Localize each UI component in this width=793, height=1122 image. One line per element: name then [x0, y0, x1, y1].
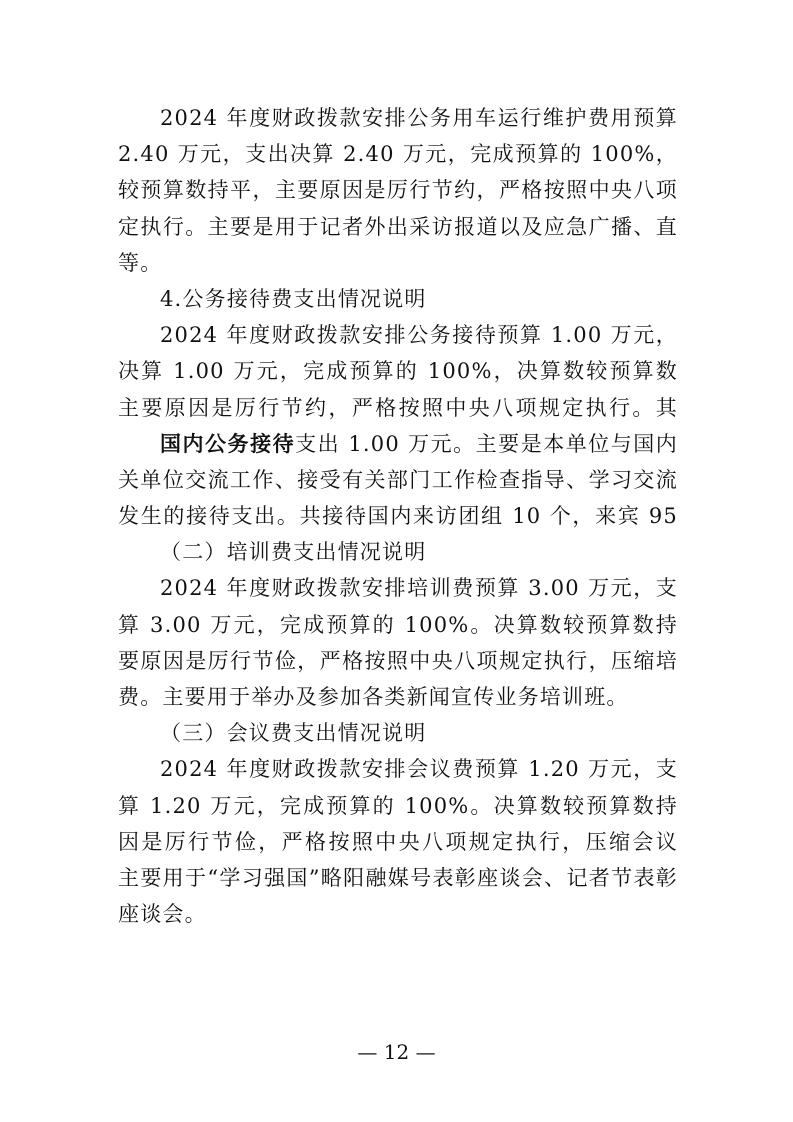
page-number: — 12 —: [357, 1040, 436, 1064]
paragraph-2-line-2: 决算 1.00 万元，完成预算的 100%，决算数较预算数: [118, 359, 678, 384]
paragraph-3-line-1-rest: 支出 1.00 万元。主要是本单位与国内: [295, 431, 678, 456]
paragraph-1-line-4: 定执行。主要是用于记者外出采访报道以及应急广播、直: [118, 214, 678, 239]
paragraph-5-line-4: 主要用于“学习强国”略阳融媒号表彰座谈会、记者节表彰: [118, 865, 678, 890]
paragraph-5-line-2: 算 1.20 万元，完成预算的 100%。决算数较预算数持: [118, 793, 678, 818]
paragraph-4-line-1: 2024 年度财政拨款安排培训费预算 3.00 万元，支: [160, 576, 678, 601]
paragraph-2-line-3: 主要原因是厉行节约，严格按照中央八项规定执行。其: [118, 395, 678, 420]
section-heading-4: 4.公务接待费支出情况说明: [160, 286, 427, 311]
bold-lead-domestic-reception: 国内公务接待: [160, 431, 296, 456]
paragraph-1-line-5: 等。: [118, 250, 163, 275]
paragraph-3-line-3: 发生的接待支出。共接待国内来访团组 10 个，来宾 95: [118, 504, 678, 529]
paragraph-3-line-1: [118, 426, 678, 462]
section-heading-training: （二）培训费支出情况说明: [160, 540, 427, 565]
paragraph-1-line-2: 2.40 万元，支出决算 2.40 万元，完成预算的 100%，: [118, 142, 678, 167]
paragraph-4-line-4: 费。主要用于举办及参加各类新闻宣传业务培训班。: [118, 685, 629, 709]
paragraph-4-line-3: 要原因是厉行节俭，严格按照中央八项规定执行，压缩培: [118, 648, 678, 673]
paragraph-1-line-3: 较预算数持平，主要原因是厉行节约，严格按照中央八项: [118, 178, 678, 203]
document-body: [118, 100, 678, 932]
paragraph-5-line-5: 座谈会。: [118, 902, 207, 927]
section-heading-meeting: （三）会议费支出情况说明: [160, 721, 427, 746]
paragraph-5-line-1: 2024 年度财政拨款安排会议费预算 1.20 万元，支: [160, 757, 678, 782]
paragraph-1-line-1: 2024 年度财政拨款安排公务用车运行维护费用预算: [160, 106, 678, 130]
paragraph-5-line-3: 因是厉行节俭，严格按照中央八项规定执行，压缩会议: [118, 829, 678, 854]
paragraph-3-line-2: 关单位交流工作、接受有关部门工作检查指导、学习交流: [118, 467, 678, 492]
paragraph-4-line-2: 算 3.00 万元，完成预算的 100%。决算数较预算数持: [118, 612, 678, 637]
paragraph-2-line-1: 2024 年度财政拨款安排公务接待预算 1.00 万元，: [160, 323, 678, 348]
